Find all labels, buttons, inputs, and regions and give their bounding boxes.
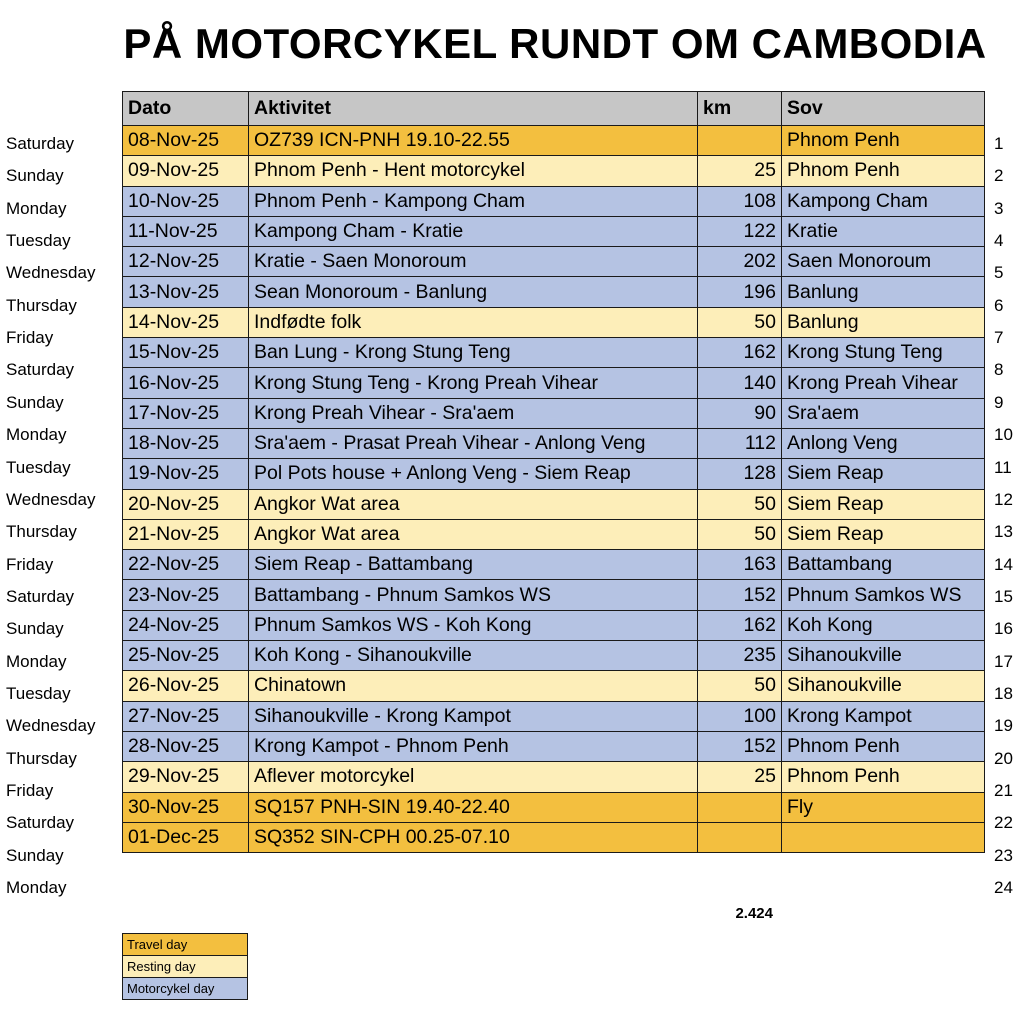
cell-sleep: Krong Kampot (782, 701, 985, 731)
cell-sleep: Phnom Penh (782, 156, 985, 186)
table-row (123, 368, 985, 398)
cell-km: 25 (698, 156, 782, 186)
cell-date: 10-Nov-25 (123, 186, 249, 216)
day-number: 5 (994, 263, 1004, 283)
cell-date: 11-Nov-25 (123, 216, 249, 246)
cell-sleep: Kampong Cham (782, 186, 985, 216)
weekday-label: Friday (6, 328, 54, 348)
cell-sleep: Koh Kong (782, 610, 985, 640)
header-dato: Dato (123, 92, 249, 126)
cell-km: 50 (698, 307, 782, 337)
weekday-label: Friday (6, 781, 54, 800)
cell-km: 122 (698, 216, 782, 246)
cell-activity: Phnom Penh - Hent motorcykel (249, 156, 698, 186)
day-number: 11 (994, 457, 1012, 477)
cell-km: 50 (698, 489, 782, 519)
day-number: 7 (994, 328, 1004, 348)
cell-date: 25-Nov-25 (123, 641, 249, 671)
day-number: 19 (994, 716, 1013, 736)
cell-activity: Kampong Cham - Kratie (249, 216, 698, 246)
cell-activity: Angkor Wat area (249, 489, 698, 519)
cell-activity: Siem Reap - Battambang (249, 550, 698, 580)
day-number: 1 (994, 134, 1004, 153)
cell-km: 108 (698, 186, 782, 216)
cell-sleep: Krong Stung Teng (782, 338, 985, 368)
cell-activity: Battambang - Phnum Samkos WS (249, 580, 698, 610)
day-number: 6 (994, 295, 1004, 315)
table-row (123, 216, 985, 246)
cell-activity: Angkor Wat area (249, 519, 698, 549)
day-number: 10 (994, 425, 1013, 445)
header-sov: Sov (782, 92, 985, 126)
day-number: 22 (994, 813, 1013, 833)
cell-date: 18-Nov-25 (123, 428, 249, 458)
cell-activity: Sihanoukville - Krong Kampot (249, 701, 698, 731)
cell-date: 29-Nov-25 (123, 762, 249, 792)
day-number: 3 (994, 198, 1004, 218)
weekday-label: Sunday (6, 845, 64, 865)
cell-sleep (782, 822, 985, 852)
table-row (123, 398, 985, 428)
cell-activity: Ban Lung - Krong Stung Teng (249, 338, 698, 368)
legend-label: Motorcykel day (123, 978, 248, 1000)
cell-date: 22-Nov-25 (123, 550, 249, 580)
total-km: 2.424 (735, 905, 773, 922)
cell-km: 152 (698, 580, 782, 610)
cell-activity: Aflever motorcykel (249, 762, 698, 792)
cell-km: 162 (698, 338, 782, 368)
cell-activity: Sean Monoroum - Banlung (249, 277, 698, 307)
weekday-label: Monday (6, 878, 67, 898)
weekday-label: Sunday (6, 619, 64, 639)
cell-km: 100 (698, 701, 782, 731)
cell-km: 140 (698, 368, 782, 398)
table-row (123, 701, 985, 731)
table-row (123, 641, 985, 671)
cell-date: 21-Nov-25 (123, 519, 249, 549)
cell-sleep: Siem Reap (782, 459, 985, 489)
day-number: 16 (994, 619, 1013, 639)
cell-date: 30-Nov-25 (123, 792, 249, 822)
table-row (123, 550, 985, 580)
day-number: 23 (994, 845, 1013, 865)
day-number: 20 (994, 748, 1013, 768)
cell-sleep: Fly (782, 792, 985, 822)
weekday-label: Monday (6, 198, 67, 218)
cell-activity: Indfødte folk (249, 307, 698, 337)
cell-date: 27-Nov-25 (123, 701, 249, 731)
cell-km: 202 (698, 247, 782, 277)
weekday-label: Friday (6, 554, 54, 574)
header-aktivitet: Aktivitet (249, 92, 698, 126)
cell-sleep: Banlung (782, 277, 985, 307)
weekday-label: Tuesday (6, 457, 71, 477)
table-row (123, 277, 985, 307)
cell-date: 19-Nov-25 (123, 459, 249, 489)
table-row (123, 822, 985, 852)
cell-km (698, 792, 782, 822)
cell-date: 23-Nov-25 (123, 580, 249, 610)
legend-label: Resting day (123, 956, 248, 978)
table-row (123, 489, 985, 519)
cell-activity: SQ157 PNH-SIN 19.40-22.40 (249, 792, 698, 822)
schedule-table (122, 91, 985, 853)
day-number: 17 (994, 651, 1013, 671)
cell-km: 152 (698, 731, 782, 761)
page-title-text: PÅ MOTORCYKEL RUNDT OM CAMBODIA (123, 20, 987, 67)
cell-activity: Krong Kampot - Phnom Penh (249, 731, 698, 761)
cell-km: 112 (698, 428, 782, 458)
cell-sleep: Sihanoukville (782, 671, 985, 701)
day-number: 24 (994, 878, 1013, 898)
cell-sleep: Phnom Penh (782, 731, 985, 761)
weekday-label: Monday (6, 425, 67, 445)
cell-sleep: Battambang (782, 550, 985, 580)
weekday-label: Saturday (6, 134, 75, 153)
day-number: 12 (994, 489, 1013, 509)
day-number: 2 (994, 166, 1004, 186)
cell-sleep: Siem Reap (782, 489, 985, 519)
cell-activity: OZ739 ICN-PNH 19.10-22.55 (249, 126, 698, 156)
cell-sleep: Phnom Penh (782, 126, 985, 156)
table-row (123, 126, 985, 156)
weekday-label: Thursday (6, 522, 77, 542)
weekday-label: Wednesday (6, 716, 96, 736)
page-title (0, 20, 1022, 68)
weekday-label: Tuesday (6, 231, 71, 251)
day-number: 13 (994, 522, 1013, 542)
cell-date: 01-Dec-25 (123, 822, 249, 852)
day-number: 21 (994, 781, 1013, 800)
weekday-label: Sunday (6, 392, 64, 412)
table-row (123, 610, 985, 640)
cell-km: 128 (698, 459, 782, 489)
table-row (123, 762, 985, 792)
cell-date: 20-Nov-25 (123, 489, 249, 519)
table-row (123, 247, 985, 277)
cell-activity: Phnom Penh - Kampong Cham (249, 186, 698, 216)
cell-km: 50 (698, 671, 782, 701)
legend-item-resting (123, 956, 248, 978)
cell-km: 90 (698, 398, 782, 428)
cell-sleep: Sra'aem (782, 398, 985, 428)
cell-km: 25 (698, 762, 782, 792)
cell-date: 13-Nov-25 (123, 277, 249, 307)
cell-activity: Sra'aem - Prasat Preah Vihear - Anlong Veng (249, 428, 698, 458)
table-row (123, 428, 985, 458)
cell-km: 196 (698, 277, 782, 307)
cell-sleep: Phnum Samkos WS (782, 580, 985, 610)
cell-km (698, 822, 782, 852)
cell-date: 16-Nov-25 (123, 368, 249, 398)
cell-date: 08-Nov-25 (123, 126, 249, 156)
weekday-label: Saturday (6, 586, 75, 606)
cell-sleep: Saen Monoroum (782, 247, 985, 277)
cell-activity: Krong Stung Teng - Krong Preah Vihear (249, 368, 698, 398)
cell-date: 14-Nov-25 (123, 307, 249, 337)
cell-sleep: Phnom Penh (782, 762, 985, 792)
cell-km (698, 126, 782, 156)
cell-date: 12-Nov-25 (123, 247, 249, 277)
day-number: 4 (994, 231, 1004, 251)
day-number: 15 (994, 586, 1013, 606)
table-row (123, 186, 985, 216)
weekday-label: Saturday (6, 813, 75, 833)
day-number: 8 (994, 360, 1004, 380)
legend-item-travel (123, 934, 248, 956)
weekday-label: Wednesday (6, 489, 96, 509)
weekday-label: Sunday (6, 166, 64, 186)
legend-label: Travel day (123, 934, 248, 956)
table-row (123, 156, 985, 186)
day-number: 14 (994, 554, 1013, 574)
legend-body (123, 934, 248, 1000)
cell-date: 28-Nov-25 (123, 731, 249, 761)
header-km: km (698, 92, 782, 126)
table-row (123, 338, 985, 368)
cell-activity: Chinatown (249, 671, 698, 701)
cell-sleep: Banlung (782, 307, 985, 337)
cell-sleep: Siem Reap (782, 519, 985, 549)
cell-activity: Krong Preah Vihear - Sra'aem (249, 398, 698, 428)
weekday-label: Thursday (6, 748, 77, 768)
weekday-label: Saturday (6, 360, 75, 380)
table-row (123, 792, 985, 822)
weekday-label: Wednesday (6, 263, 96, 283)
table-row (123, 307, 985, 337)
cell-sleep: Krong Preah Vihear (782, 368, 985, 398)
cell-date: 17-Nov-25 (123, 398, 249, 428)
table-row (123, 519, 985, 549)
cell-activity: Phnum Samkos WS - Koh Kong (249, 610, 698, 640)
cell-sleep: Sihanoukville (782, 641, 985, 671)
day-number: 18 (994, 683, 1013, 703)
cell-activity: SQ352 SIN-CPH 00.25-07.10 (249, 822, 698, 852)
header-row (123, 92, 985, 126)
table-row (123, 671, 985, 701)
cell-km: 162 (698, 610, 782, 640)
cell-sleep: Anlong Veng (782, 428, 985, 458)
cell-sleep: Kratie (782, 216, 985, 246)
table-row (123, 731, 985, 761)
legend (122, 933, 248, 1000)
cell-activity: Pol Pots house + Anlong Veng - Siem Reap (249, 459, 698, 489)
cell-activity: Koh Kong - Sihanoukville (249, 641, 698, 671)
cell-activity: Kratie - Saen Monoroum (249, 247, 698, 277)
weekday-label: Thursday (6, 295, 77, 315)
day-number: 9 (994, 392, 1004, 412)
cell-date: 09-Nov-25 (123, 156, 249, 186)
table-row (123, 580, 985, 610)
cell-date: 15-Nov-25 (123, 338, 249, 368)
weekday-label: Monday (6, 651, 67, 671)
weekday-label: Tuesday (6, 683, 71, 703)
table-row (123, 459, 985, 489)
cell-km: 235 (698, 641, 782, 671)
cell-date: 26-Nov-25 (123, 671, 249, 701)
cell-date: 24-Nov-25 (123, 610, 249, 640)
schedule-body (123, 126, 985, 853)
cell-km: 50 (698, 519, 782, 549)
legend-item-moto (123, 978, 248, 1000)
cell-km: 163 (698, 550, 782, 580)
